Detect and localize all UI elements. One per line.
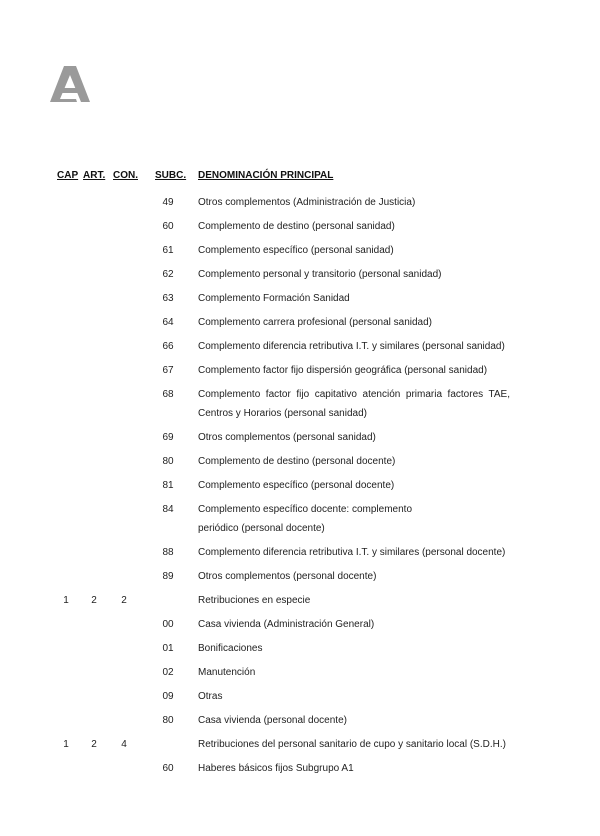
cell-subc: 67 — [162, 365, 174, 376]
table-row — [0, 663, 600, 687]
cell-denominacion: Complemento Formación Sanidad — [198, 293, 350, 304]
cell-con: 2 — [121, 595, 127, 606]
table-row — [0, 193, 600, 217]
cell-denominacion: Otros complementos (Administración de Justicia) — [198, 197, 416, 208]
table-row — [0, 639, 600, 663]
cell-art: 2 — [91, 739, 97, 750]
cell-denominacion: Casa vivienda (personal docente) — [198, 715, 347, 726]
table-body — [0, 193, 600, 783]
cell-subc: 00 — [162, 619, 174, 630]
header-art: ART. — [83, 170, 106, 181]
cell-denominacion: Otras — [198, 691, 223, 702]
cell-subc: 81 — [162, 480, 174, 491]
cell-denominacion: Complemento factor fijo capitativo atención primaria factores TAE, Centros y Horarios (personal sanidad) — [198, 389, 510, 419]
header-con: CON. — [113, 170, 138, 181]
table-row — [0, 476, 600, 500]
table-row — [0, 289, 600, 313]
cell-denominacion: Complemento diferencia retributiva I.T. y similares (personal sanidad) — [198, 341, 505, 352]
cell-art: 2 — [91, 595, 97, 606]
cell-subc: 62 — [162, 269, 174, 280]
cell-subc: 89 — [162, 571, 174, 582]
cell-denominacion: Complemento carrera profesional (personal sanidad) — [198, 317, 433, 328]
cell-subc: 68 — [162, 389, 174, 400]
table-row — [0, 591, 600, 615]
table-row — [0, 500, 600, 543]
table-row — [0, 217, 600, 241]
table-row — [0, 711, 600, 735]
table-row — [0, 452, 600, 476]
cell-denominacion: Haberes básicos fijos Subgrupo A1 — [198, 763, 354, 774]
cell-cap: 1 — [63, 595, 69, 606]
cell-subc: 63 — [162, 293, 174, 304]
cell-denominacion: Otros complementos (personal sanidad) — [198, 432, 376, 443]
table-row — [0, 361, 600, 385]
cell-subc: 84 — [162, 504, 174, 515]
cell-denominacion: Retribuciones del personal sanitario de cupo y sanitario local (S.D.H.) — [198, 739, 506, 750]
cell-subc: 69 — [162, 432, 174, 443]
header-subc: SUBC. — [155, 170, 187, 181]
cell-denominacion: Retribuciones en especie — [198, 595, 311, 606]
cell-subc: 09 — [162, 691, 174, 702]
cell-subc: 80 — [162, 715, 174, 726]
header-denominacion: DENOMINACIÓN PRINCIPAL — [198, 170, 334, 181]
table-header — [0, 170, 600, 186]
cell-cap: 1 — [63, 739, 69, 750]
table-row — [0, 241, 600, 265]
cell-subc: 01 — [162, 643, 174, 654]
cell-denominacion: Bonificaciones — [198, 643, 263, 654]
cell-denominacion: Casa vivienda (Administración General) — [198, 619, 375, 630]
cell-con: 4 — [121, 739, 127, 750]
table-row — [0, 687, 600, 711]
cell-subc: 61 — [162, 245, 174, 256]
andalucia-a-logo-icon — [50, 66, 90, 102]
table-row — [0, 265, 600, 289]
cell-denominacion: Complemento diferencia retributiva I.T. y similares (personal docente) — [198, 547, 506, 558]
cell-denominacion: Complemento de destino (personal sanidad) — [198, 221, 395, 232]
cell-subc: 60 — [162, 221, 174, 232]
cell-subc: 66 — [162, 341, 174, 352]
cell-subc: 64 — [162, 317, 174, 328]
cell-denominacion: Complemento de destino (personal docente) — [198, 456, 396, 467]
cell-denominacion: Complemento específico (personal sanidad) — [198, 245, 394, 256]
table-row — [0, 428, 600, 452]
cell-subc: 49 — [162, 197, 174, 208]
cell-subc: 02 — [162, 667, 174, 678]
cell-subc: 60 — [162, 763, 174, 774]
cell-denominacion: Otros complementos (personal docente) — [198, 571, 377, 582]
cell-subc: 88 — [162, 547, 174, 558]
table-row — [0, 313, 600, 337]
cell-subc: 80 — [162, 456, 174, 467]
table-row — [0, 615, 600, 639]
table-row — [0, 337, 600, 361]
table-row — [0, 567, 600, 591]
cell-denominacion: Complemento personal y transitorio (personal sanidad) — [198, 269, 442, 280]
table-row — [0, 735, 600, 759]
table-row — [0, 385, 600, 428]
table-row — [0, 543, 600, 567]
cell-denominacion: Complemento específico (personal docente) — [198, 480, 395, 491]
cell-denominacion: Complemento específico docente: complemento periódico (personal docente) — [198, 504, 413, 534]
table-row — [0, 759, 600, 783]
cell-denominacion: Complemento factor fijo dispersión geográfica (personal sanidad) — [198, 365, 488, 376]
header-cap: CAP — [57, 170, 79, 181]
cell-denominacion: Manutención — [198, 667, 256, 678]
